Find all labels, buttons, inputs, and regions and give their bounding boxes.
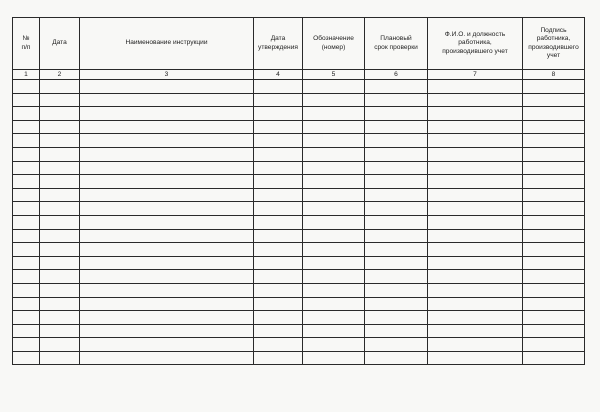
empty-cell (254, 229, 303, 243)
column-number: 6 (365, 70, 428, 80)
empty-cell (523, 120, 585, 134)
table-row (13, 338, 585, 352)
empty-cell (303, 338, 365, 352)
empty-cell (428, 80, 523, 94)
empty-cell (365, 215, 428, 229)
empty-cell (80, 297, 254, 311)
table-row (13, 202, 585, 216)
empty-cell (80, 243, 254, 257)
empty-cell (13, 107, 40, 121)
empty-cell (303, 202, 365, 216)
empty-cell (523, 324, 585, 338)
empty-cell (40, 270, 80, 284)
empty-cell (13, 134, 40, 148)
empty-cell (303, 147, 365, 161)
empty-cell (303, 229, 365, 243)
empty-cell (428, 175, 523, 189)
empty-cell (428, 324, 523, 338)
empty-cell (254, 243, 303, 257)
empty-cell (303, 161, 365, 175)
empty-cell (40, 175, 80, 189)
empty-cell (254, 256, 303, 270)
empty-cell (40, 202, 80, 216)
empty-cell (80, 147, 254, 161)
empty-cell (523, 188, 585, 202)
empty-cell (13, 202, 40, 216)
empty-cell (365, 161, 428, 175)
empty-cell (254, 202, 303, 216)
table-row (13, 175, 585, 189)
empty-cell (303, 351, 365, 365)
empty-cell (254, 93, 303, 107)
empty-cell (13, 93, 40, 107)
empty-cell (365, 256, 428, 270)
table-row (13, 297, 585, 311)
empty-cell (254, 80, 303, 94)
empty-cell (428, 229, 523, 243)
column-number-row (13, 70, 585, 80)
empty-cell (40, 134, 80, 148)
header-date: Дата (40, 18, 80, 70)
empty-cell (428, 93, 523, 107)
empty-cell (428, 188, 523, 202)
empty-cell (365, 229, 428, 243)
empty-cell (523, 351, 585, 365)
empty-cell (523, 202, 585, 216)
empty-cell (428, 283, 523, 297)
empty-cell (254, 188, 303, 202)
empty-cell (365, 120, 428, 134)
empty-cell (365, 188, 428, 202)
empty-cell (13, 147, 40, 161)
table-row (13, 256, 585, 270)
header-designation: Обозначение (номер) (303, 18, 365, 70)
table-row (13, 107, 585, 121)
empty-cell (80, 256, 254, 270)
empty-cell (303, 297, 365, 311)
empty-cell (40, 215, 80, 229)
empty-cell (523, 270, 585, 284)
empty-cell (13, 297, 40, 311)
empty-cell (303, 80, 365, 94)
header-review-term: Плановый срок проверки (365, 18, 428, 70)
empty-cell (254, 283, 303, 297)
empty-cell (254, 311, 303, 325)
empty-cell (40, 243, 80, 257)
empty-cell (365, 338, 428, 352)
empty-cell (40, 256, 80, 270)
table-row (13, 147, 585, 161)
empty-cell (523, 147, 585, 161)
empty-cell (365, 107, 428, 121)
empty-cell (428, 270, 523, 284)
empty-cell (428, 147, 523, 161)
empty-cell (303, 283, 365, 297)
empty-cell (523, 93, 585, 107)
empty-cell (254, 107, 303, 121)
empty-cell (428, 215, 523, 229)
empty-cell (80, 134, 254, 148)
empty-cell (40, 147, 80, 161)
column-number: 4 (254, 70, 303, 80)
empty-cell (523, 107, 585, 121)
empty-cell (13, 270, 40, 284)
empty-cell (523, 175, 585, 189)
empty-cell (80, 93, 254, 107)
empty-cell (80, 161, 254, 175)
empty-cell (40, 338, 80, 352)
column-number: 5 (303, 70, 365, 80)
table-row (13, 93, 585, 107)
empty-cell (365, 93, 428, 107)
table-row (13, 229, 585, 243)
empty-cell (365, 270, 428, 284)
table-row (13, 188, 585, 202)
header-approval-date: Дата утверждения (254, 18, 303, 70)
empty-cell (303, 256, 365, 270)
empty-cell (254, 161, 303, 175)
empty-cell (40, 93, 80, 107)
empty-cell (523, 134, 585, 148)
empty-cell (303, 215, 365, 229)
column-number: 2 (40, 70, 80, 80)
header-employee-name: Ф.И.О. и должность работника, производившего учет (428, 18, 523, 70)
empty-cell (13, 120, 40, 134)
empty-cell (303, 243, 365, 257)
empty-cell (40, 311, 80, 325)
empty-cell (303, 134, 365, 148)
empty-cell (40, 324, 80, 338)
empty-cell (13, 161, 40, 175)
empty-cell (80, 338, 254, 352)
empty-cell (428, 256, 523, 270)
empty-cell (13, 80, 40, 94)
table-row (13, 283, 585, 297)
table-row (13, 134, 585, 148)
table-row (13, 161, 585, 175)
empty-cell (428, 338, 523, 352)
empty-cell (40, 120, 80, 134)
empty-cell (365, 351, 428, 365)
column-number: 7 (428, 70, 523, 80)
empty-cell (13, 283, 40, 297)
empty-cell (80, 283, 254, 297)
table-row (13, 311, 585, 325)
column-number: 3 (80, 70, 254, 80)
empty-cell (428, 311, 523, 325)
empty-cell (80, 270, 254, 284)
empty-cell (428, 161, 523, 175)
empty-cell (365, 243, 428, 257)
empty-cell (428, 351, 523, 365)
empty-cell (428, 243, 523, 257)
empty-cell (303, 93, 365, 107)
header-signature: Подпись работника, производившего учет (523, 18, 585, 70)
column-number: 8 (523, 70, 585, 80)
empty-cell (365, 283, 428, 297)
empty-cell (13, 175, 40, 189)
empty-cell (523, 338, 585, 352)
empty-cell (80, 351, 254, 365)
table-row (13, 80, 585, 94)
empty-cell (80, 311, 254, 325)
empty-cell (365, 134, 428, 148)
empty-cell (13, 351, 40, 365)
empty-cell (523, 229, 585, 243)
empty-cell (523, 243, 585, 257)
empty-cell (428, 120, 523, 134)
empty-cell (13, 311, 40, 325)
empty-cell (428, 134, 523, 148)
empty-cell (365, 80, 428, 94)
empty-cell (254, 134, 303, 148)
empty-cell (523, 283, 585, 297)
empty-cell (254, 147, 303, 161)
empty-cell (254, 338, 303, 352)
empty-cell (40, 297, 80, 311)
empty-cell (80, 202, 254, 216)
empty-cell (523, 311, 585, 325)
empty-cell (365, 175, 428, 189)
empty-cell (13, 215, 40, 229)
empty-cell (13, 188, 40, 202)
empty-cell (80, 215, 254, 229)
empty-cell (40, 283, 80, 297)
empty-cell (523, 215, 585, 229)
empty-cell (523, 297, 585, 311)
empty-cell (365, 147, 428, 161)
empty-cell (13, 229, 40, 243)
empty-cell (254, 120, 303, 134)
empty-cell (303, 324, 365, 338)
table-row (13, 120, 585, 134)
empty-cell (303, 188, 365, 202)
empty-cell (303, 107, 365, 121)
empty-cell (80, 188, 254, 202)
empty-cell (40, 161, 80, 175)
column-number: 1 (13, 70, 40, 80)
empty-cell (428, 202, 523, 216)
empty-cell (80, 80, 254, 94)
empty-cell (13, 243, 40, 257)
empty-cell (523, 80, 585, 94)
empty-cell (80, 175, 254, 189)
empty-cell (303, 311, 365, 325)
empty-cell (254, 270, 303, 284)
empty-cell (303, 175, 365, 189)
empty-cell (254, 324, 303, 338)
empty-cell (40, 188, 80, 202)
empty-cell (523, 256, 585, 270)
empty-cell (428, 297, 523, 311)
empty-cell (40, 80, 80, 94)
empty-cell (80, 229, 254, 243)
table-row (13, 215, 585, 229)
empty-cell (80, 324, 254, 338)
empty-cell (254, 215, 303, 229)
header-number: № п/п (13, 18, 40, 70)
empty-cell (254, 297, 303, 311)
empty-cell (254, 175, 303, 189)
header-instruction-name: Наименование инструкции (80, 18, 254, 70)
empty-cell (365, 297, 428, 311)
empty-cell (365, 202, 428, 216)
table-row (13, 243, 585, 257)
empty-cell (40, 107, 80, 121)
empty-cell (365, 311, 428, 325)
header-row (13, 18, 585, 70)
empty-cell (13, 324, 40, 338)
table-row (13, 324, 585, 338)
table-row (13, 270, 585, 284)
empty-cell (13, 256, 40, 270)
table-row (13, 351, 585, 365)
empty-cell (428, 107, 523, 121)
empty-cell (303, 120, 365, 134)
empty-cell (80, 107, 254, 121)
empty-cell (13, 338, 40, 352)
empty-cell (80, 120, 254, 134)
empty-cell (254, 351, 303, 365)
empty-cell (523, 161, 585, 175)
empty-cell (40, 229, 80, 243)
empty-cell (40, 351, 80, 365)
empty-cell (365, 324, 428, 338)
instruction-register-table (12, 17, 585, 365)
empty-cell (303, 270, 365, 284)
